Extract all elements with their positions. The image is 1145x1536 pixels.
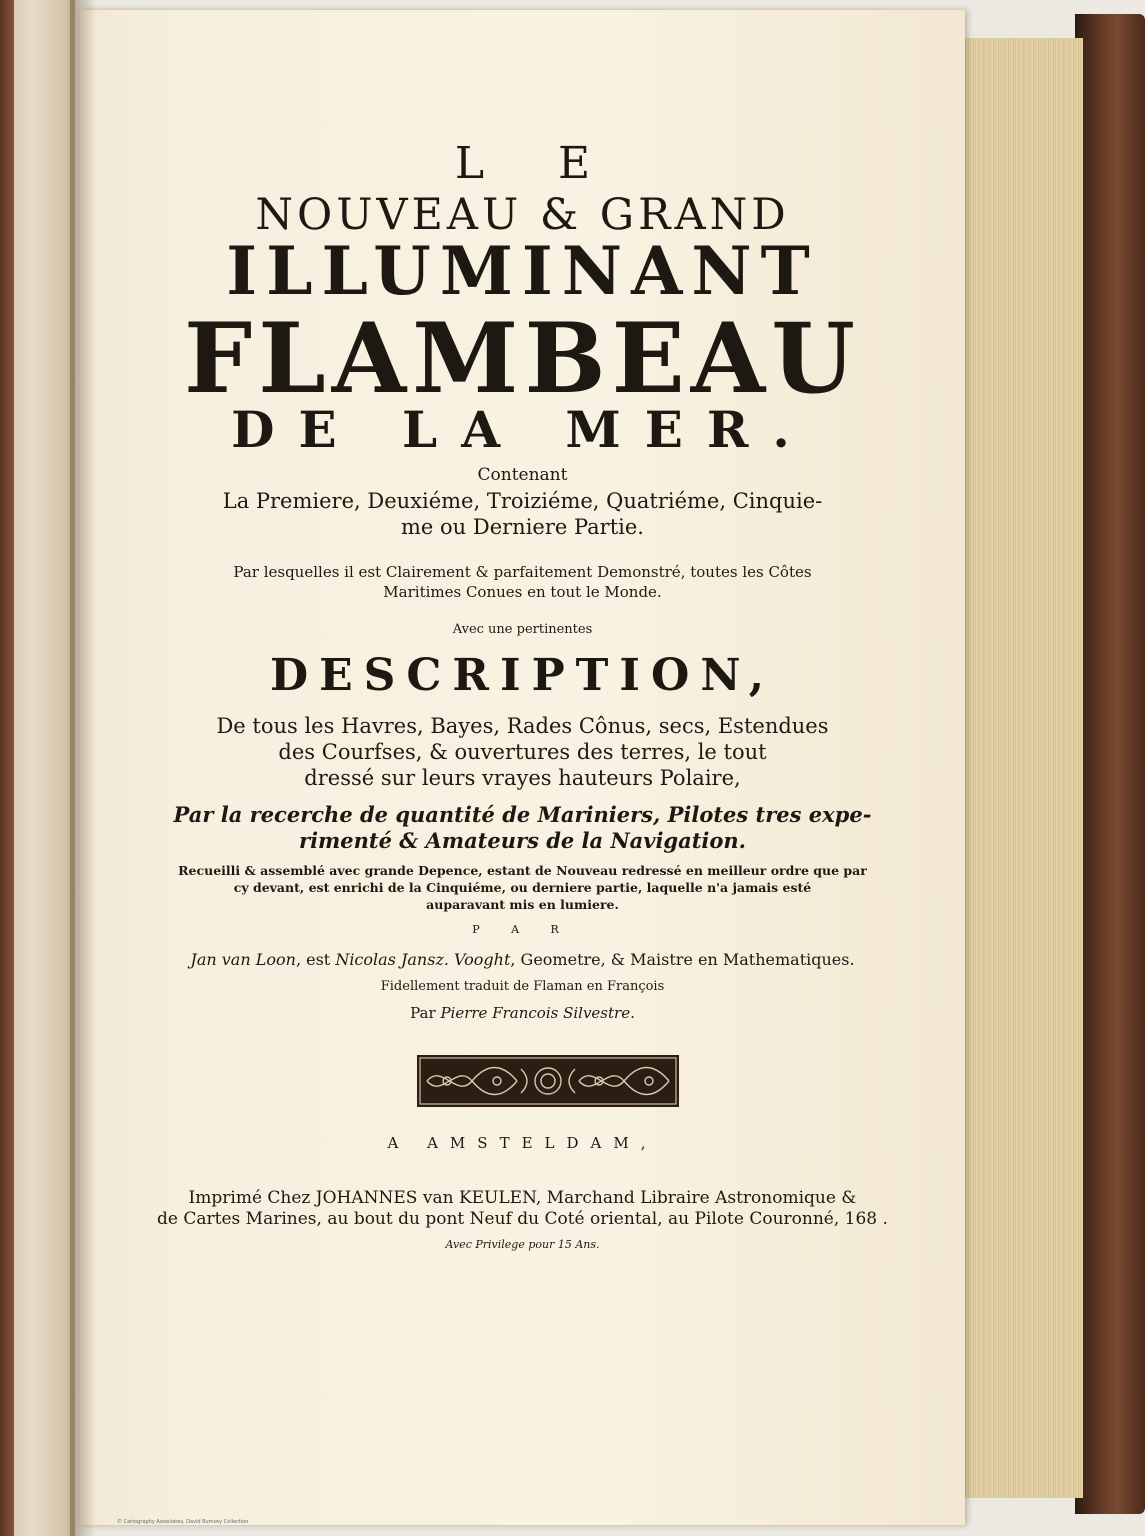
- recueilli-line-1: Recueilli & assemblé avec grande Depence, estant de Nouveau redressé en meilleur ordre que par: [178, 863, 867, 878]
- author-name-1: Jan van Loon: [190, 950, 296, 969]
- translator-par: Par: [410, 1004, 441, 1022]
- authors-sep: , est: [295, 950, 336, 969]
- fidellement-line: Fidellement traduit de Flaman en François: [380, 979, 665, 994]
- imprint-block: [80, 1188, 965, 1230]
- parties-block: [80, 488, 965, 540]
- page-edges: [958, 38, 1083, 1498]
- authors-line: [80, 950, 965, 969]
- recueilli-line-3: auparavant mis en lumiere.: [426, 897, 619, 912]
- parties-line-2: me ou Derniere Partie.: [401, 515, 644, 539]
- right-cover-board: [1075, 14, 1145, 1514]
- translator-line: [80, 1004, 965, 1022]
- description-heading: DESCRIPTION,: [269, 650, 776, 701]
- title-le: L E: [454, 138, 621, 189]
- par-recerche-line-2: rimenté & Amateurs de la Navigation.: [299, 828, 746, 853]
- authors-rest: , Geometre, & Maistre en Mathematiques.: [510, 950, 855, 969]
- avec-une-label: Avec une pertinentes: [452, 622, 593, 637]
- par-label: P A R: [472, 923, 573, 936]
- parties-line-1: La Premiere, Deuxiéme, Troiziéme, Quatriéme, Cinquie-: [222, 489, 823, 513]
- de-tous-block: [80, 713, 965, 791]
- translator-name: Pierre Francois Silvestre.: [440, 1004, 635, 1022]
- title-de-la-mer: DE LA MER.: [231, 400, 814, 459]
- privilege-line: Avec Privilege pour 15 Ans.: [445, 1238, 600, 1251]
- title-page: [80, 10, 965, 1525]
- imprint-line-1: Imprimé Chez JOHANNES van KEULEN, Marchand Libraire Astronomique &: [188, 1188, 857, 1208]
- left-cover-board: [0, 0, 14, 1536]
- title-nouveau-grand: NOUVEAU & GRAND: [255, 190, 790, 240]
- de-tous-line-2: des Courfses, & ouvertures des terres, le tout: [278, 740, 767, 764]
- par-recerche-block: [80, 802, 965, 854]
- collection-credit: © Cartography Associates, David Rumsey Collection: [117, 1519, 249, 1525]
- contenant-label: Contenant: [477, 465, 568, 485]
- amsterdam-line: A AMSTELDAM,: [387, 1134, 658, 1152]
- recueilli-block: [80, 862, 965, 913]
- de-tous-line-3: dressé sur leurs vrayes hauteurs Polaire,: [304, 766, 741, 790]
- title-illuminant: ILLUMINANT: [226, 232, 819, 310]
- printers-ornament: [417, 1055, 679, 1107]
- imprint-line-2: de Cartes Marines, au bout du pont Neuf du Coté oriental, au Pilote Couronné, 168 .: [157, 1209, 888, 1229]
- ornament-pattern: [417, 1055, 679, 1107]
- par-recerche-line-1: Par la recerche de quantité de Mariniers, Pilotes tres expe-: [173, 802, 872, 827]
- par-lesquelles-line-1: Par lesquelles il est Clairement & parfaitement Demonstré, toutes les Côtes: [233, 563, 812, 581]
- author-name-2: Nicolas Jansz. Vooght: [335, 950, 511, 969]
- par-lesquelles-block: [80, 562, 965, 602]
- spine-shadow: [70, 0, 96, 1536]
- de-tous-line-1: De tous les Havres, Bayes, Rades Cônus, secs, Estendues: [216, 714, 829, 738]
- title-flambeau: FLAMBEAU: [184, 302, 861, 415]
- recueilli-line-2: cy devant, est enrichi de la Cinquiéme, ou derniere partie, laquelle n'a jamais esté: [233, 880, 812, 895]
- par-lesquelles-line-2: Maritimes Conues en tout le Monde.: [383, 583, 662, 601]
